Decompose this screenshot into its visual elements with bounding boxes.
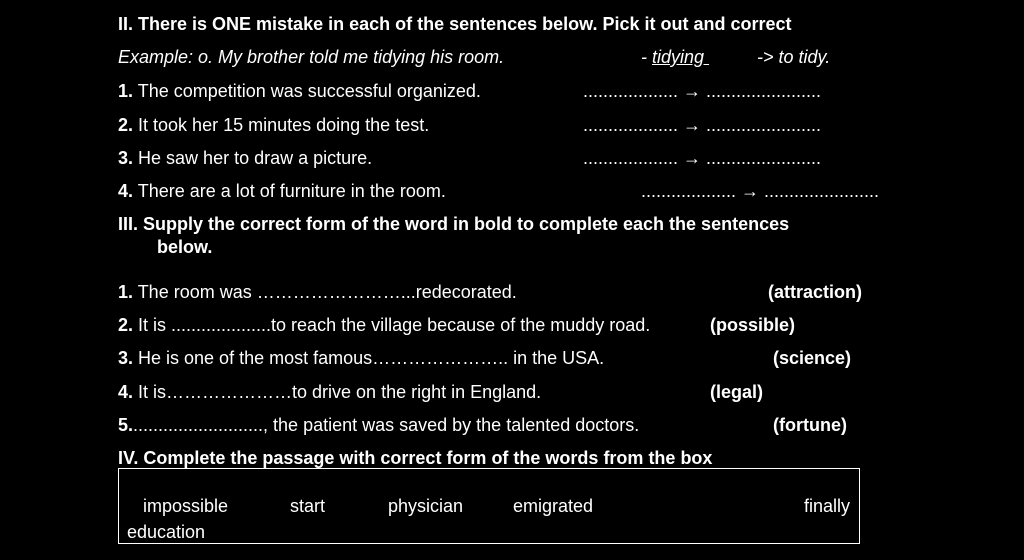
word-box-item: emigrated [513,496,594,516]
item-number: 2. [118,315,134,335]
item-number: 4. [118,382,134,402]
s2-item-4 [118,180,446,202]
s2-item-2 [118,114,429,136]
item-text: It is ....................to reach the village because of the muddy road. [133,315,651,335]
example-dash: - [641,47,652,67]
item-number: 3. [118,148,134,168]
example-fix: -> to tidy. [757,47,831,67]
word-box-item: education [127,522,206,542]
word-box-item: impossible [143,496,229,516]
s3-item-4 [118,381,541,403]
s3-hint-2: (possible) [710,315,796,335]
item-number: 1. [118,81,134,101]
item-text: He is one of the most famous………………….. in the USA. [133,348,605,368]
s2-answer-1: ................... → ....................... [583,81,822,101]
s2-item-1 [118,80,481,102]
example-sentence: Example: o. My brother told me tidying his room. [118,47,505,67]
section-3-heading-cont: below. [157,237,213,257]
section-4-heading: IV. Complete the passage with correct form of the words from the box [118,448,713,468]
s3-hint-3: (science) [773,348,852,368]
s3-hint-4: (legal) [710,382,764,402]
section-2-heading: II. There is ONE mistake in each of the sentences below. Pick it out and correct [118,14,792,34]
item-number: 4. [118,181,134,201]
s2-item-3 [118,147,372,169]
example-wrong-word: tidying [652,47,710,67]
word-box-item: finally [804,496,851,516]
s3-hint-5: (fortune) [773,415,847,435]
s3-item-3 [118,347,604,369]
item-text: It took her 15 minutes doing the test. [138,115,430,135]
item-number: 5. [118,415,134,435]
item-text: He saw her to draw a picture. [138,148,373,168]
item-number: 3. [118,348,134,368]
s3-hint-1: (attraction) [768,282,862,302]
word-box-item: start [290,496,326,516]
item-text: There are a lot of furniture in the room. [137,181,446,201]
word-box-item: physician [388,496,464,516]
item-text: The competition was successful organized. [137,81,481,101]
item-text: It is…………………to drive on the right in England. [133,382,542,402]
s3-item-1 [118,281,517,303]
s2-answer-3: ................... → ....................... [583,148,822,168]
item-number: 2. [118,115,134,135]
s2-answer-2: ................... → ....................... [583,115,822,135]
example-correction [641,46,709,68]
item-text: The room was ……………………...redecorated. [133,282,517,302]
word-box [118,468,860,544]
item-number: 1. [118,282,134,302]
s3-item-5 [118,414,639,436]
s3-item-2 [118,314,650,336]
s2-answer-4: ................... → ....................... [641,181,880,201]
item-text: .........................., the patient was saved by the talented doctors. [133,415,640,435]
section-3-heading: III. Supply the correct form of the word in bold to complete each the sentences [118,214,790,234]
